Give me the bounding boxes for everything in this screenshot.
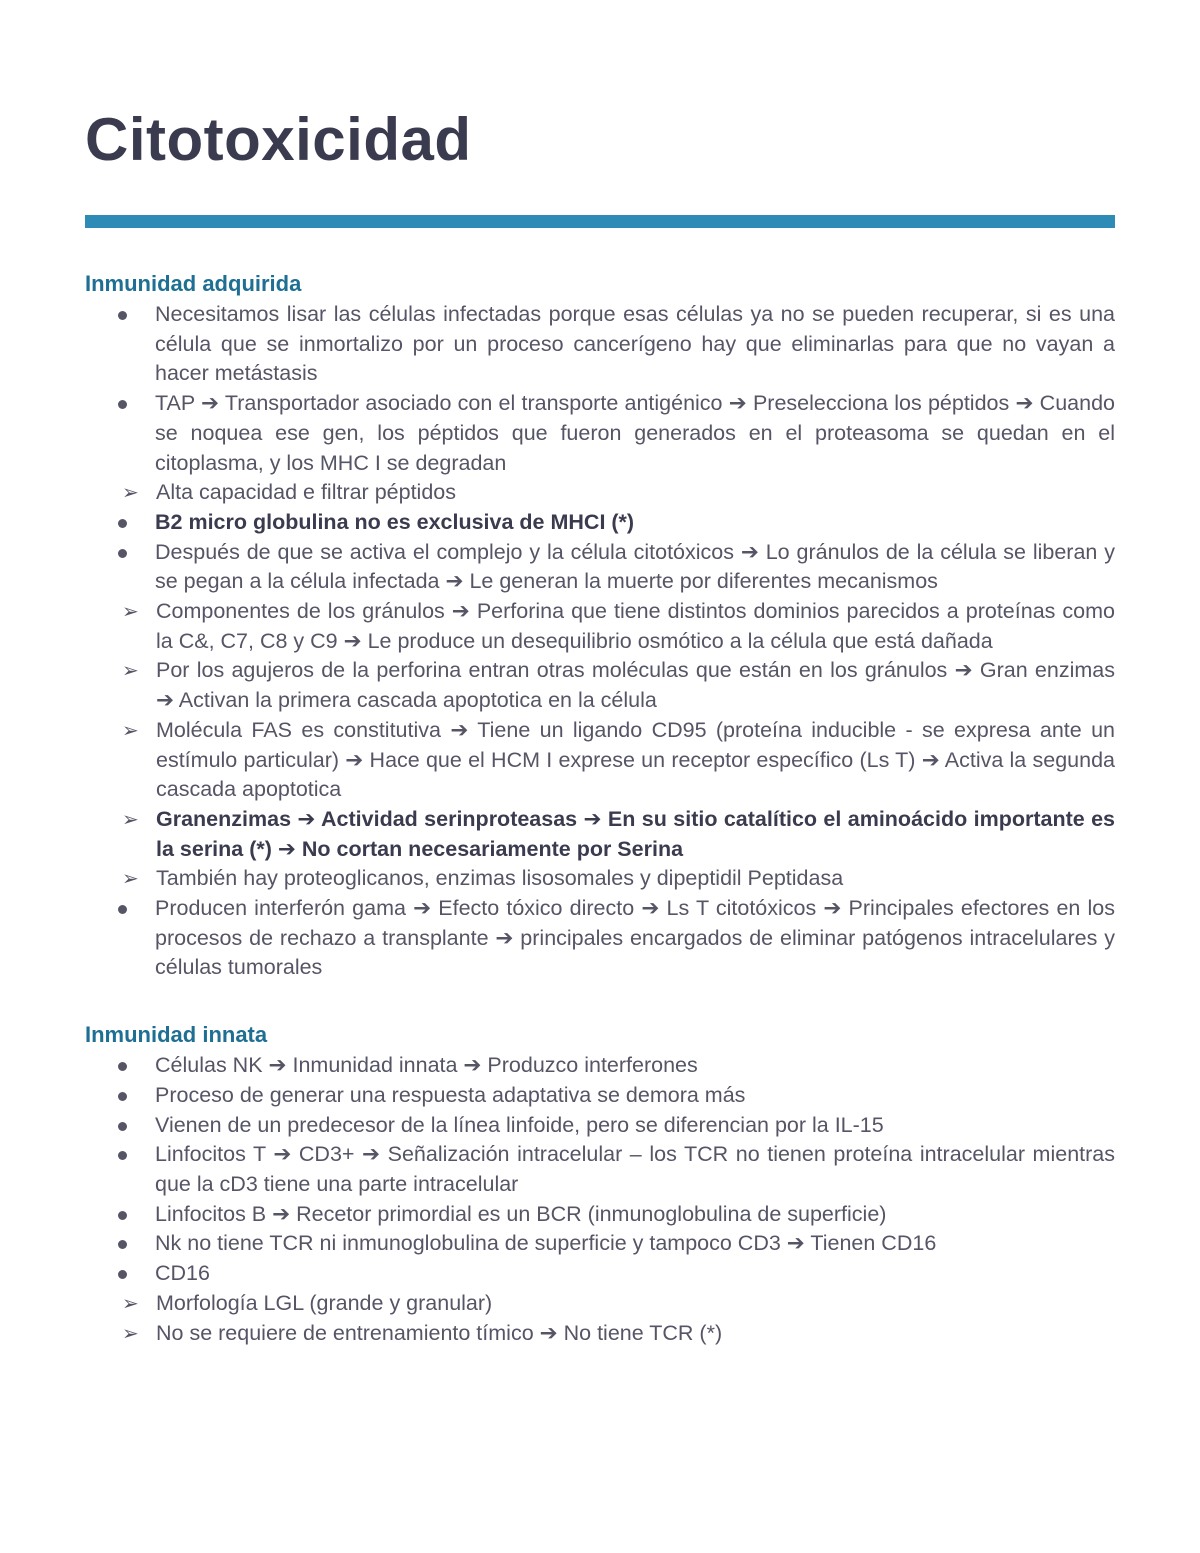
sub-list-item-text: No se requiere de entrenamiento tímico ➔ No tiene TCR (*) [156, 1320, 723, 1345]
list-item [85, 300, 1115, 389]
sub-list-item [85, 656, 1115, 715]
sub-list-item [85, 716, 1115, 805]
bullet-icon [118, 1092, 127, 1101]
bullet-icon [118, 1270, 127, 1279]
sub-list-item-text: Morfología LGL (grande y granular) [156, 1290, 493, 1315]
list-item [85, 538, 1115, 597]
arrowhead-icon: ➢ [122, 482, 139, 505]
sub-list-item [85, 1289, 1115, 1319]
list-item-text: Proceso de generar una respuesta adaptativa se demora más [155, 1082, 746, 1107]
arrowhead-icon: ➢ [122, 719, 139, 742]
list-item [85, 508, 1115, 538]
arrowhead-icon: ➢ [122, 868, 139, 891]
arrowhead-icon: ➢ [122, 660, 139, 683]
list-item [85, 1140, 1115, 1199]
sub-list-item-text: Componentes de los gránulos ➔ Perforina que tiene distintos dominios parecidos a proteínas como la C&, C7, C8 y C9 ➔ Le produce un desequilibrio osmótico a la célula que está dañada [156, 599, 1115, 653]
list-item-text: Linfocitos B ➔ Recetor primordial es un BCR (inmunoglobulina de superficie) [155, 1201, 887, 1226]
list-item-text: Nk no tiene TCR ni inmunoglobulina de superficie y tampoco CD3 ➔ Tienen CD16 [155, 1231, 937, 1256]
list-item-text: Después de que se activa el complejo y la célula citotóxicos ➔ Lo gránulos de la célula se liberan y se pegan a la célula infectada ➔ Le generan la muerte por diferentes mecanismos [155, 539, 1115, 594]
arrowhead-icon: ➢ [122, 1322, 139, 1345]
sub-list-item-text: También hay proteoglicanos, enzimas lisosomales y dipeptidil Peptidasa [156, 866, 844, 891]
list-item [85, 389, 1115, 478]
list-item [85, 1229, 1115, 1259]
bullet-icon [118, 905, 127, 914]
list-item [85, 1200, 1115, 1230]
arrowhead-icon: ➢ [122, 601, 139, 624]
document-title: Citotoxicidad [85, 106, 472, 173]
document-body [85, 268, 1115, 1348]
sub-list-item-text: Granenzimas ➔ Actividad serinproteasas ➔ En su sitio catalítico el aminoácido importante es la serina (*) ➔ No cortan necesariamente por Serina [156, 806, 1115, 861]
bullet-icon [118, 549, 127, 558]
arrowhead-icon: ➢ [122, 1292, 139, 1315]
list-item-text: TAP ➔ Transportador asociado con el transporte antigénico ➔ Preselecciona los péptidos ➔ Cuando se noquea ese gen, los péptidos que fueron generados en el proteasoma se quedan en el citoplasma, y los MHC I se degradan [155, 391, 1115, 475]
sub-list-item-text: Por los agujeros de la perforina entran otras moléculas que están en los gránulos ➔ Gran enzimas ➔ Activan la primera cascada apoptotica en la célula [156, 658, 1115, 713]
section-heading-innata: Inmunidad innata [85, 1022, 268, 1048]
section-heading-adquirida: Inmunidad adquirida [85, 271, 302, 296]
list-item [85, 1081, 1115, 1111]
list-item [85, 894, 1115, 983]
bullet-icon [118, 400, 127, 409]
bullet-list-innata [85, 1051, 1115, 1348]
bullet-icon [118, 519, 127, 528]
bullet-icon [118, 1151, 127, 1160]
bullet-icon [118, 1211, 127, 1220]
bullet-icon [118, 311, 127, 320]
list-item-text: Producen interferón gama ➔ Efecto tóxico directo ➔ Ls T citotóxicos ➔ Principales efectores en los procesos de rechazo a transplante ➔ principales encargados de eliminar patógenos intracelulares y células tumorales [155, 896, 1115, 980]
list-item-text: B2 micro globulina no es exclusiva de MHCI (*) [155, 509, 635, 534]
sub-list-item [85, 805, 1115, 864]
sub-list-item [85, 864, 1115, 894]
list-item [85, 1111, 1115, 1141]
arrowhead-icon: ➢ [122, 808, 139, 831]
sub-list-item [85, 1319, 1115, 1349]
sub-list-item-text: Alta capacidad e filtrar péptidos [156, 480, 456, 505]
bullet-icon [118, 1240, 127, 1249]
list-item [85, 1259, 1115, 1289]
list-item-text: Células NK ➔ Inmunidad innata ➔ Produzco interferones [155, 1053, 698, 1078]
list-item-text: Linfocitos T ➔ CD3+ ➔ Señalización intracelular – los TCR no tienen proteína intracelular mientras que la cD3 tiene una parte intracelular [155, 1142, 1115, 1196]
list-item-text: Necesitamos lisar las células infectadas porque esas células ya no se pueden recuperar, si es una célula que se inmortalizo por un proceso cancerígeno hay que eliminarlas para que no vayan a hacer metástasis [155, 302, 1115, 386]
list-item-text: CD16 [155, 1261, 210, 1286]
sub-list-item [85, 597, 1115, 656]
bullet-icon [118, 1062, 127, 1071]
list-item-text: Vienen de un predecesor de la línea linfoide, pero se diferencian por la IL-15 [155, 1112, 884, 1137]
bullet-list-adquirida [85, 300, 1115, 983]
title-divider [85, 215, 1115, 228]
sub-list-item-text: Molécula FAS es constitutiva ➔ Tiene un ligando CD95 (proteína inducible - se expresa ante un estímulo particular) ➔ Hace que el HCM I exprese un receptor específico (Ls T) ➔ Activa la segunda cascada apoptotica [156, 717, 1115, 802]
list-item [85, 1051, 1115, 1081]
bullet-icon [118, 1122, 127, 1131]
sub-list-item [85, 478, 1115, 508]
